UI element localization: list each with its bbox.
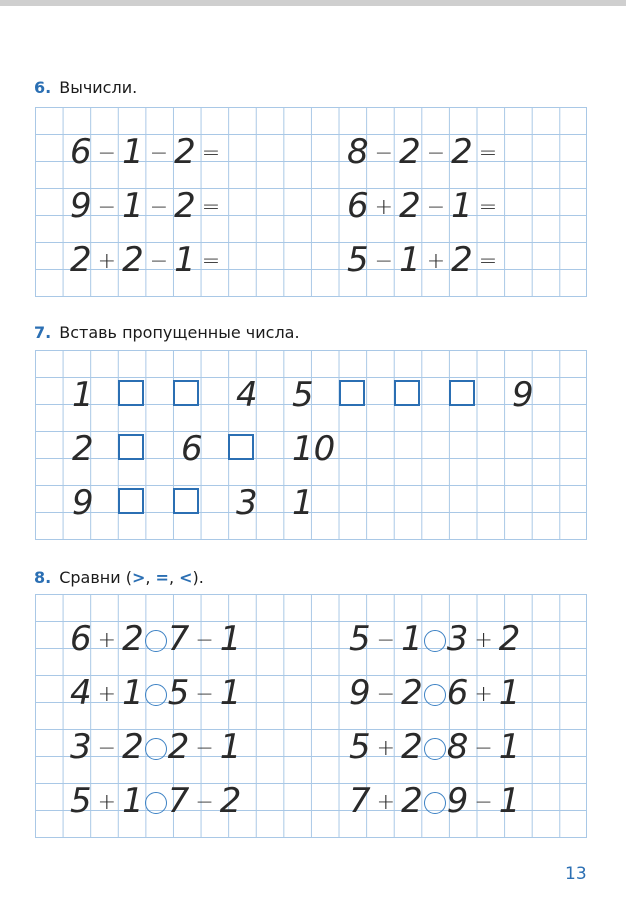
task-number: 7. bbox=[34, 323, 52, 342]
sequence-number: 6 bbox=[181, 429, 203, 469]
answer-box[interactable] bbox=[228, 434, 254, 460]
compare-circle[interactable] bbox=[145, 792, 167, 814]
task-7-heading bbox=[34, 323, 300, 342]
page-top-edge bbox=[0, 0, 626, 6]
compare-circle[interactable] bbox=[424, 684, 446, 706]
expression: 6 − 1 − 2 = bbox=[70, 132, 221, 172]
sequence-number: 3 bbox=[236, 483, 258, 523]
expression: 5 − 1 + 2 = bbox=[347, 240, 498, 280]
expression: 8 − 2 − 2 = bbox=[347, 132, 498, 172]
comparison: 6 + 2 7 − 1 bbox=[70, 619, 242, 659]
sequence-number: 1 bbox=[72, 375, 94, 415]
expression: 2 + 2 − 1 = bbox=[70, 240, 221, 280]
compare-circle[interactable] bbox=[424, 738, 446, 760]
sequence-number: 9 bbox=[512, 375, 534, 415]
answer-box[interactable] bbox=[339, 380, 365, 406]
comparison: 9 − 2 6 + 1 bbox=[349, 673, 521, 713]
answer-box[interactable] bbox=[173, 488, 199, 514]
comparison: 5 + 1 7 − 2 bbox=[70, 781, 242, 821]
answer-box[interactable] bbox=[394, 380, 420, 406]
comparison: 3 − 2 2 − 1 bbox=[70, 727, 242, 767]
compare-circle[interactable] bbox=[145, 738, 167, 760]
task-number: 8. bbox=[34, 568, 52, 587]
answer-box[interactable] bbox=[118, 434, 144, 460]
answer-box[interactable] bbox=[173, 380, 199, 406]
comparison: 5 + 2 8 − 1 bbox=[349, 727, 521, 767]
compare-circle[interactable] bbox=[424, 630, 446, 652]
compare-circle[interactable] bbox=[145, 630, 167, 652]
task-8-heading: 8. Сравни (>, =, <). bbox=[34, 568, 204, 587]
task-title: Вставь пропущенные числа. bbox=[59, 323, 300, 342]
greater-than-sign: > bbox=[131, 568, 146, 587]
compare-circle[interactable] bbox=[424, 792, 446, 814]
task-6-heading bbox=[34, 78, 137, 97]
sequence-number: 4 bbox=[236, 375, 258, 415]
equals-sign: = bbox=[155, 568, 169, 587]
answer-box[interactable] bbox=[449, 380, 475, 406]
answer-box[interactable] bbox=[118, 380, 144, 406]
page-number: 13 bbox=[565, 864, 587, 884]
sequence-number: 9 bbox=[72, 483, 94, 523]
task-title: Вычисли. bbox=[59, 78, 138, 97]
compare-circle[interactable] bbox=[145, 684, 167, 706]
sequence-number: 5 bbox=[292, 375, 314, 415]
comparison: 5 − 1 3 + 2 bbox=[349, 619, 521, 659]
answer-box[interactable] bbox=[118, 488, 144, 514]
sequence-number: 10 bbox=[292, 429, 336, 469]
expression: 6 + 2 − 1 = bbox=[347, 186, 498, 226]
less-than-sign: < bbox=[179, 568, 193, 587]
comparison: 7 + 2 9 − 1 bbox=[349, 781, 521, 821]
sequence-number: 2 bbox=[72, 429, 94, 469]
sequence-number: 1 bbox=[292, 483, 314, 523]
task-number: 6. bbox=[34, 78, 52, 97]
comparison: 4 + 1 5 − 1 bbox=[70, 673, 242, 713]
expression: 9 − 1 − 2 = bbox=[70, 186, 221, 226]
